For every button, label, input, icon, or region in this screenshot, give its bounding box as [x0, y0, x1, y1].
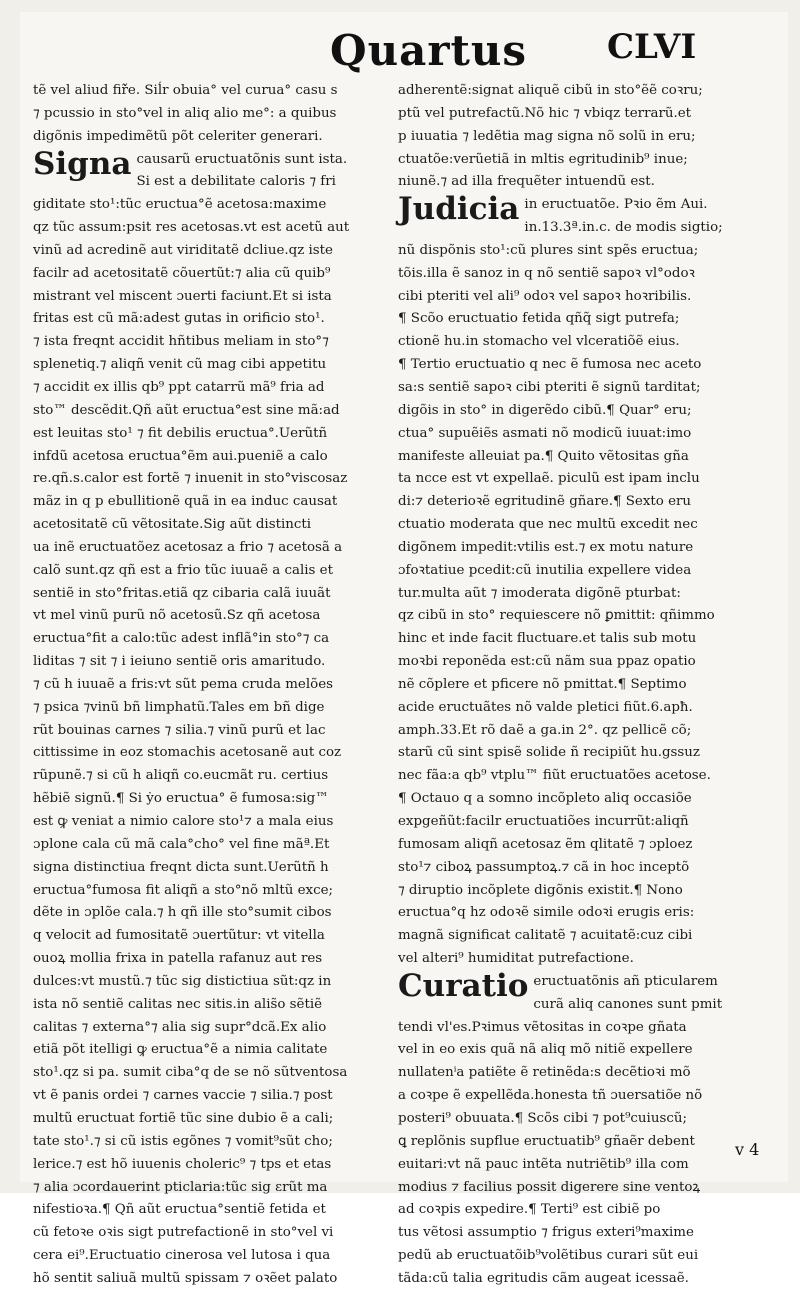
text-line: ⁊ pcussio in sto°vel in aliq alio me°: a quibus	[33, 105, 337, 121]
text-line: pedũ ab eructuatõib⁹volẽtibus curari sũt eui	[398, 1248, 699, 1264]
text-line: expgeñũt:facilr eructuatiões incurrũt:aliqñ	[398, 814, 689, 829]
text-line: manifeste alleuiat pa.¶ Quito vẽtositas gña	[398, 448, 689, 464]
text-line: ctuatõe:verũetiã in mltis egritudinib⁹ inue;	[398, 151, 688, 167]
text-line: niunẽ.⁊ ad illa frequẽter intuendũ est.	[398, 174, 655, 190]
judicia-body	[398, 240, 768, 971]
text-line: eructua°fumosa fit aliqñ a sto°nõ mltũ exce;	[33, 882, 334, 898]
text-line: tõis.illa ẽ sanoz in q nõ sentiẽ sapoꝛ vl°odoꝛ	[398, 265, 695, 281]
text-line: a coꝛpe ẽ expellẽda.honesta tñ ɔuersatiõe nõ	[398, 1088, 703, 1104]
text-line: cera ei⁹.Eructuatio cinerosa vel lutosa i qua	[33, 1248, 331, 1264]
text-line: giditate sto¹:tũc eructua°ẽ acetosa:maxime	[33, 197, 327, 213]
text-line: ctua° supuẽiẽs asmati nõ modicũ iuuat:imo	[398, 425, 692, 441]
text-line: ctionẽ hu.in stomacho vel vlceratiõẽ eius.	[398, 334, 680, 350]
text-line: ua inẽ eructuatõez acetosaz a frio ⁊ acetosã a	[33, 539, 343, 555]
text-line: eructua°q hz odoꝛẽ simile odoꝛi erugis eris:	[398, 905, 695, 921]
text-line: amph.33.Et rõ daẽ a ga.in 2°. qz pellicẽ cõ;	[398, 722, 692, 738]
text-line: digõnis impedimẽtũ põt celeriter generari.	[33, 128, 323, 144]
text-line: ⁊ cũ h iuuaẽ a fris:vt sũt pema cruda melões	[33, 676, 334, 692]
text-line: hõ sentit saliuã multũ spissam ⁊ oꝛẽet palato	[33, 1270, 338, 1286]
text-line: ⁊ accidit ex illis qb⁹ ppt catarrũ mã⁹ fria ad	[33, 379, 325, 395]
text-line: sto¹⁊ ciboꝝ passumptoꝝ.⁊ cã in hoc inceptõ	[398, 859, 690, 875]
text-line: calõ sunt.qz qñ est a frio tũc iuuaẽ a calis et	[33, 562, 333, 578]
text-line: nifestioꝛa.¶ Qñ aũt eructua°sentiẽ fetida et	[33, 1202, 326, 1218]
text-line: ¶ Octauo q a somno incõpleto aliq occasiõe	[398, 791, 692, 807]
folio-number: CLVI	[607, 27, 697, 67]
text-line: ta ncce est vt expellaẽ. piculũ est ipam inclu	[398, 471, 700, 487]
text-line: di:⁊ deterioꝛẽ egritudinẽ gñare.¶ Sexto eru	[398, 494, 692, 510]
text-line: nẽ cõplere et pficere nõ pmittat.¶ Septimo	[398, 676, 687, 692]
text-line: sto¹.qz si pa. sumit ciba°q de se nõ sũtventosa	[33, 1065, 348, 1081]
text-line: mãz in q p ebullitionẽ quã in ea induc causat	[33, 494, 338, 510]
text-line: fumosam aliqñ acetosaz ẽm qlitatẽ ⁊ ɔploez	[398, 836, 693, 852]
text-line: acide eructuãtes nõ valde pletici fiũt.6.apħ.	[398, 699, 693, 715]
right-column	[398, 80, 768, 1286]
text-line: ad coꝛpis expedire.¶ Terti⁹ est cibiẽ po	[398, 1202, 661, 1218]
judicia-initial: Judicia	[398, 191, 520, 228]
text-line: ista nõ sentiẽ calitas nec sitis.in alis̃o sẽtiẽ	[33, 996, 323, 1012]
left-column	[33, 80, 403, 1286]
curatio-initial: Curatio	[398, 967, 529, 1004]
text-line: vinũ ad acredinẽ aut viriditatẽ dcliue.qz iste	[33, 242, 333, 258]
text-line: starũ cũ sint spisẽ solide ñ recipiũt hu.gssuz	[398, 745, 700, 761]
text-line: rũt bouinas carnes ⁊ silia.⁊ vinũ purũ et lac	[33, 722, 326, 738]
text-line: digõis in sto° in digerẽdo cibũ.¶ Quar° eru;	[398, 402, 692, 418]
judicia-section	[398, 191, 768, 971]
text-line: lerice.⁊ est hõ iuuenis choleric⁹ ⁊ tps et etas	[33, 1156, 332, 1172]
text-line: ¶ Scõo eructuatio fetida qñq̃ sigt putrefa;	[398, 311, 680, 327]
text-line: etiã põt itelligi ꝙ eructua°ẽ a nimia calitate	[33, 1042, 328, 1058]
text-line: moꝛbi reponẽda est:cũ nãm sua ppaz opatio	[398, 654, 696, 670]
text-line: tate sto¹.⁊ si cũ istis egõnes ⁊ vomit⁹sũt cho;	[33, 1133, 333, 1149]
text-line: tendi vl'es.Pꝛimus vẽtositas in coꝛpe gñata	[398, 1019, 687, 1035]
text-line: facilr ad acetositatẽ cõuertũt:⁊ alia cũ quib⁹	[33, 265, 331, 281]
signature-mark: v 4	[735, 1140, 760, 1159]
text-line: ⁊ ista freqnt accidit hñtibus meliam in sto°⁊	[33, 334, 329, 350]
left-intro	[33, 80, 403, 149]
text-line: liditas ⁊ sit ⁊ i ieiuno sentiẽ oris amaritudo.	[33, 654, 326, 670]
curatio-side-lines	[533, 971, 722, 1017]
text-line: eructua°fit a calo:tũc adest inflã°in sto°⁊ ca	[33, 631, 330, 647]
text-line: vt ẽ panis ordei ⁊ carnes vaccie ⁊ silia.⁊ post	[33, 1088, 333, 1104]
text-line: cibi pteriti vel ali⁹ odoꝛ vel sapoꝛ hoꝛribilis.	[398, 288, 692, 304]
text-line: qz cibũ in sto° requiescere nõ ꝑmittit: qñimmo	[398, 608, 715, 624]
text-line: nec fãa:a qb⁹ vtplu™ fiũt eructuatões acetose.	[398, 768, 711, 784]
text-line: est ꝙ veniat a nimio calore sto¹⁊ a mala eius	[33, 814, 334, 829]
text-line: p iuuatia ⁊ ledẽtia mag signa nõ solũ in eru;	[398, 128, 696, 144]
text-line: ctuatio moderata que nec multũ excedit nec	[398, 517, 698, 533]
text-line: dẽte in ɔplõe cala.⁊ h qñ ille sto°sumit cibos	[33, 905, 332, 921]
text-line: in.13.3ª.in.c. de modis sigtio;	[524, 220, 723, 236]
text-line: rũpunẽ.⁊ si cũ h aliqñ co.eucmãt ru. certius	[33, 768, 329, 784]
text-line: calitas ⁊ externa°⁊ alia sig supr°dcã.Ex alio	[33, 1019, 327, 1035]
signa-section	[33, 145, 403, 1291]
text-line: ¶ Tertio eructuatio q nec ẽ fumosa nec aceto	[398, 357, 702, 373]
text-line: tus vẽtosi assumptio ⁊ frigus exteri⁹maxime	[398, 1225, 694, 1241]
text-line: mistrant vel miscent ɔuerti faciunt.Et si ista	[33, 288, 332, 304]
text-line: ptũ vel putrefactũ.Nõ hic ⁊ vbiqz terrarũ.et	[398, 105, 692, 121]
curatio-section	[398, 967, 768, 1291]
text-line: curã aliq canones sunt pmit	[533, 996, 723, 1012]
text-line: vel in eo exis quã nã aliq mõ nitiẽ expellere	[398, 1042, 693, 1058]
text-line: modius ⁊ facilius possit digerere sine ventoꝝ	[398, 1179, 701, 1195]
text-line: ɔplone cala cũ mã cala°cho° vel fine mãª.Et	[33, 836, 330, 852]
text-line: digõnem impedit:vtilis est.⁊ ex motu nature	[398, 539, 694, 555]
text-line: Si est a debilitate caloris ⁊ fri	[136, 174, 336, 190]
judicia-side-lines	[524, 194, 722, 240]
text-line: cũ fetoꝛe oꝛis sigt putrefactionẽ in sto°vel vi	[33, 1225, 334, 1241]
text-line: multũ eructuat fortiẽ tũc sine dubio ẽ a cali;	[33, 1110, 334, 1126]
signa-body	[33, 194, 403, 1291]
right-intro	[398, 80, 768, 194]
text-line: adherentẽ:signat aliquẽ cibũ in sto°ẽẽ coꝛru;	[398, 83, 703, 98]
text-line: nũ dispõnis sto¹:cũ plures sint spẽs eructua;	[398, 242, 699, 258]
text-line: acetositatẽ cũ vẽtositate.Sig aũt distincti	[33, 517, 312, 533]
text-line: euitari:vt nã pauc intẽta nutriẽtib⁹ illa com	[398, 1156, 689, 1172]
text-line: vt mel vinũ purũ nõ acetosũ.Sz qñ acetosa	[33, 608, 321, 624]
text-line: ⁊ psica ⁊vinũ bñ limphatũ.Tales em bñ dige	[33, 699, 325, 715]
text-line: tur.multa aũt ⁊ imoderata digõnẽ pturbat:	[398, 585, 681, 601]
text-line: nullatenⁱa patiẽte ẽ retinẽda:s decẽtioꝛi mõ	[398, 1065, 691, 1081]
text-line: causarũ eructuatõnis sunt ista.	[136, 151, 348, 167]
text-line: hinc et inde facit fluctuare.et talis sub motu	[398, 631, 697, 647]
curatio-body	[398, 1017, 768, 1291]
text-line: tãda:cũ talia egritudis cãm augeat icessaẽ.	[398, 1270, 689, 1286]
text-line: sa:s sentiẽ sapoꝛ cibi pteriti ẽ signũ tarditat;	[398, 379, 701, 395]
text-line: ouoꝝ mollia frixa in patella rafanuz aut res	[33, 951, 323, 967]
text-line: ꝗ replõnis supflue eructuatib⁹ gñaẽr debent	[398, 1133, 695, 1149]
text-line: ⁊ diruptio incõplete digõnis existit.¶ Nono	[398, 882, 683, 898]
text-line: posteri⁹ obuuata.¶ Scõs cibi ⁊ pot⁹cuiuscũ;	[398, 1110, 687, 1126]
text-line: tẽ vel aliud fiř̃e. Siĺr obuia° vel curua° casu s	[33, 83, 338, 98]
text-line: re.qñ.s.calor est fortẽ ⁊ inuenit in sto°viscosaz	[33, 471, 348, 487]
running-head-title: Quartus	[330, 26, 528, 75]
text-line: fritas est cũ mã:adest ɡutas in orificio sto¹.	[33, 311, 325, 327]
text-line: splenetiq.⁊ aliqñ venit cũ mag cibi appetitu	[33, 357, 327, 373]
text-line: q velocit ad fumositatẽ ɔuertũtur: vt vitella	[33, 928, 325, 944]
text-line: infdũ acetosa eructua°ẽm aui.pueniẽ a calo	[33, 448, 328, 464]
text-line: hẽbiẽ signũ.¶ Si ẏo eructua° ẽ fumosa:sig™	[33, 791, 329, 807]
text-line: dulces:vt mustũ.⁊ tũc sig distictiua sũt:qz in	[33, 973, 332, 989]
text-line: ɔfoꝛtatiue pcedit:cũ inutilia expellere videa	[398, 562, 692, 578]
text-line: cittissime in eoz stomachis acetosanẽ aut coz	[33, 745, 342, 761]
signa-side-lines	[136, 149, 347, 195]
text-line: sto™ descẽdit.Qñ aũt eructua°est sine mã:ad	[33, 402, 340, 418]
text-line: eructuatõnis añ pticularem	[533, 973, 718, 989]
text-line: signa distinctiua freqnt dicta sunt.Uerũtñ h	[33, 859, 329, 875]
text-line: magnã significat calitatẽ ⁊ acuitatẽ:cuz cibi	[398, 928, 693, 944]
text-line: in eructuatõe. Pꝛio ẽm Aui.	[524, 197, 708, 213]
text-line: ⁊ alia ɔcordauerint pticlaria:tũc sig ɛrũt ma	[33, 1179, 328, 1195]
text-line: vel alteri⁹ humiditat putrefactione.	[398, 951, 634, 967]
signa-initial: Signa	[33, 145, 132, 182]
text-line: qz tũc assum:psit res acetosas.vt est acetũ aut	[33, 220, 350, 236]
text-line: sentiẽ in sto°fritas.etiã qz cibaria calã iuuãt	[33, 585, 331, 601]
text-line: est leuitas sto¹ ⁊ fit debilis eructua°.Uerũtñ	[33, 425, 328, 441]
